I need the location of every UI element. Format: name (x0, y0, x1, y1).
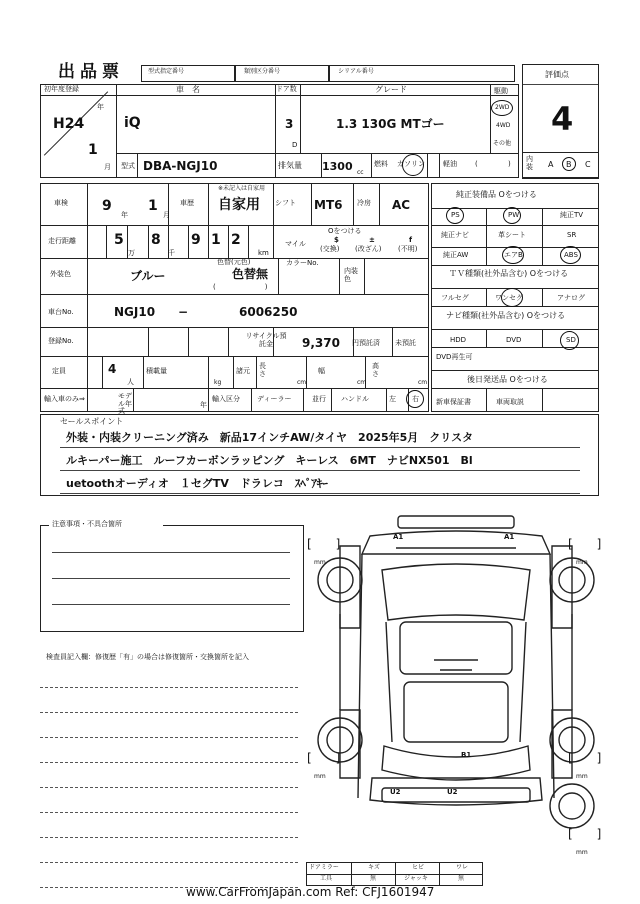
history-note: ※未記入は自家用 (218, 185, 266, 192)
interior-a: A (548, 160, 554, 169)
displacement-value: 1300 (322, 160, 353, 173)
meter-exchange-sym: $ (334, 236, 339, 244)
rating-label: 評価点 (545, 70, 569, 79)
legend-tools: 工具 (320, 875, 333, 882)
legend-scratch: キズ (368, 864, 380, 871)
equip-ps: PS (451, 211, 460, 219)
fuel-diesel: 軽油 (443, 160, 457, 168)
equip-tv: 純正TV (560, 211, 584, 219)
shift-label: シフト (275, 199, 296, 207)
equip-pw-circle (503, 207, 521, 224)
interior-circle (562, 157, 576, 171)
history-value: 自家用 (218, 197, 260, 213)
damage-u2-left: U2 (390, 788, 401, 796)
model-label: 型式 (121, 162, 135, 170)
reg-no-label: 登録No. (48, 337, 74, 345)
inspection-label: 車検 (54, 199, 68, 207)
damage-a1-left: A1 (393, 533, 404, 541)
tire-bracket-rr: [ ] (568, 751, 602, 765)
recycle-unit: 円預託済 (352, 339, 380, 347)
handle-right: 右 (412, 395, 419, 403)
shift-value: MT6 (314, 198, 343, 212)
fuel-label: 燃料 (374, 160, 388, 168)
handle-left: 左 (389, 395, 396, 403)
navi-title: ナビ種類(社外品含む) Oをつける (446, 311, 566, 320)
model-year-unit: 年 (200, 401, 207, 409)
km-unit: km (258, 249, 269, 257)
color-orig-label: 色替(元色) (217, 258, 251, 266)
mileage-digit-1: 5 (114, 232, 124, 248)
mileage-label: 走行距離 (48, 237, 76, 245)
color-paren: ( ) (213, 283, 268, 291)
interior-c: C (585, 160, 591, 169)
width-label: 幅 (318, 367, 325, 375)
tire-bracket-fl: [ ] (307, 537, 341, 551)
legend-broken: ワレ (456, 864, 469, 871)
tire-bracket-spare: [ ] (568, 827, 602, 841)
handle-label: ハンドル (341, 395, 369, 403)
dealer-option: ディーラー (257, 395, 292, 403)
legend-jack-val: 無 (458, 875, 465, 882)
tv-oneseg-circle (501, 288, 523, 307)
displacement-label: 排気量 (278, 161, 302, 170)
fuel-circle (402, 154, 424, 176)
tire-mm-fr: mm (576, 559, 588, 566)
meter-exchange: (交換) (320, 245, 340, 253)
meter-tamper: (改ざん) (355, 245, 382, 253)
meter-unknown-sym: f (409, 236, 413, 244)
footer-ref: www.CarFromJapan.com Ref: CFJ1601947 (186, 885, 435, 899)
doors-label: ドア数 (276, 85, 297, 93)
equip-airbag-circle (502, 246, 524, 264)
genuine-title: 純正装備品 Oをつける (456, 190, 537, 199)
damage-u2-right: U2 (447, 788, 458, 796)
damage-b1: B1 (461, 751, 472, 759)
sen-unit: 千 (168, 249, 175, 257)
height-label: 高さ (372, 362, 379, 378)
color-change: 色替無 (232, 267, 269, 281)
detail-table (40, 183, 429, 412)
width-cm: cm (357, 379, 367, 386)
recycle-value: 9,370 (302, 336, 340, 350)
doors-value: 3 (285, 117, 294, 131)
form-title: 出品票 (58, 62, 124, 82)
drive-label: 駆動 (494, 87, 508, 95)
interior-label: 内装 (526, 155, 533, 171)
chassis-dash: − (178, 305, 189, 319)
navi-dvd: DVD (506, 336, 522, 344)
first-reg-month: 1 (88, 142, 98, 158)
person-unit: 人 (127, 378, 134, 386)
sales-line-3: uetoothオーディオ １セグTV ドラレコ ｽﾍﾟｱｷｰ (66, 477, 328, 490)
equip-aw: 純正AW (443, 251, 469, 259)
import-label: 輸入車のみ⇒ (44, 395, 85, 403)
handle-circle (406, 390, 424, 408)
after-title: 後日発送品 Oをつける (467, 375, 548, 384)
class-no-label: 類別区分番号 (244, 68, 281, 75)
legend-crack: ヒビ (412, 864, 425, 871)
man-unit: 万 (128, 249, 135, 257)
fuel-other: ( (475, 160, 478, 168)
navi-sd-circle (560, 331, 579, 350)
mileage-digit-5: 2 (231, 232, 241, 248)
chassis-label: 車台No. (48, 308, 74, 316)
ext-color-label: 外装色 (50, 270, 71, 278)
fuel-gasoline: ガソリン (397, 160, 425, 168)
chassis-no: 6006250 (239, 305, 298, 319)
type-cert-box (141, 65, 235, 82)
meter-unknown: (不明) (398, 245, 418, 253)
year-unit: 年 (97, 103, 104, 111)
first-reg-year: H24 (53, 116, 85, 132)
mileage-digit-2: 8 (151, 232, 161, 248)
door-unit: D (292, 141, 298, 149)
fuel-other-close: ) (508, 160, 511, 168)
equip-leather: 革シート (498, 231, 526, 239)
color-value: ブルー (130, 269, 166, 283)
model-value: DBA-NGJ10 (143, 159, 218, 173)
int-color-label: 内装色 (344, 267, 358, 283)
after-warranty: 新車保証書 (436, 398, 471, 406)
dvd-play: DVD再生可 (436, 353, 473, 361)
carname-value: iQ (124, 115, 141, 131)
dims-label: 諸元 (236, 367, 250, 375)
len-cm: cm (297, 379, 307, 386)
caution-label: 注意事項・不具合箇所 (52, 520, 122, 528)
color-no-label: カラーNo. (286, 259, 319, 267)
damage-a1-right: A1 (504, 533, 515, 541)
load-kg: kg (214, 379, 222, 386)
tire-bracket-fr: [ ] (568, 537, 602, 551)
equip-abs: ABS (564, 251, 578, 259)
legend-tools-val: 無 (370, 875, 377, 882)
import-type-label: 輸入区分 (212, 395, 240, 403)
sales-line-2: ルキーパー施工 ルーフカーボンラッピング キーレス 6MT ナビNX501 Bl (66, 454, 473, 467)
capacity-value: 4 (108, 362, 117, 376)
type-cert-label: 型式指定番号 (148, 68, 185, 75)
equip-navi: 純正ナビ (441, 231, 469, 239)
equip-airbag: エアB (504, 251, 523, 259)
chassis-model: NGJ10 (114, 305, 156, 319)
serial-label: シリアル番号 (338, 68, 374, 75)
grade-value: 1.3 130G MTゴー (336, 117, 445, 131)
ac-label: 冷房 (357, 199, 371, 207)
equip-ps-circle (446, 207, 464, 224)
tire-mm-spare: mm (576, 849, 588, 856)
serial-box (329, 65, 515, 82)
meter-tamper-sym: ± (369, 236, 375, 244)
after-manual: 車両取説 (496, 398, 524, 406)
tv-title: ＴＶ種類(社外品含む) Oをつける (449, 269, 569, 278)
model-year-label: モデル年式 (118, 392, 132, 416)
navi-sd: SD (566, 336, 576, 344)
cc-unit: cc (357, 169, 364, 176)
car-diagram (300, 510, 610, 860)
circle-note: Oをつける (328, 227, 362, 235)
tire-mm-rr: mm (576, 773, 588, 780)
tire-bracket-rl: [ ] (307, 751, 341, 765)
tv-analog: アナログ (557, 294, 585, 302)
drive-other: その他 (493, 140, 512, 147)
drive-2wd: 2WD (495, 104, 510, 111)
class-no-box (235, 65, 329, 82)
parallel-option: 並行 (312, 395, 326, 403)
equip-abs-circle (560, 246, 581, 264)
unpaid-label: 未預託 (395, 339, 416, 347)
legend-jack: ジャッキ (404, 875, 428, 882)
inspection-year: 9 (102, 198, 112, 214)
inspection-year-unit: 年 (121, 211, 128, 219)
height-cm: cm (418, 379, 428, 386)
legend-mirror: ドアミラー (309, 864, 339, 871)
drive-4wd: 4WD (496, 122, 511, 129)
inspection-month-unit: 月 (163, 211, 170, 219)
tire-mm-fl: mm (314, 559, 326, 566)
load-label: 積載量 (146, 367, 167, 375)
grade-label: グレード (375, 85, 407, 94)
mileage-digit-4: 1 (211, 232, 221, 248)
tv-fullseg: フルセグ (441, 294, 469, 302)
month-unit: 月 (104, 163, 111, 171)
tv-oneseg: ワンセグ (495, 294, 523, 302)
first-reg-label: 初年度登録 (44, 85, 79, 93)
mile-label: マイル (285, 240, 306, 248)
equip-pw: PW (508, 211, 520, 219)
rating-value: 4 (551, 100, 574, 138)
sales-line-1: 外装・内装クリーニング済み 新品17インチAW/タイヤ 2025年5月 クリスタ (66, 431, 474, 444)
tire-mm-rl: mm (314, 773, 326, 780)
capacity-label: 定員 (52, 367, 66, 375)
drive-circle (491, 100, 513, 116)
recycle-label: リサイクル預託金 (245, 332, 287, 348)
equip-sr: SR (567, 231, 577, 239)
history-label: 車歴 (180, 199, 194, 207)
interior-b: B (566, 160, 572, 169)
inspection-month: 1 (148, 198, 158, 214)
carname-label: 車 名 (176, 85, 200, 94)
inspector-label: 検査員記入欄：修復歴「有」の場合は修復箇所・交換箇所を記入 (46, 653, 249, 661)
ac-value: AC (392, 198, 411, 212)
len-label: 長さ (259, 362, 266, 378)
sales-points-label: セールスポイント (60, 417, 124, 426)
navi-hdd: HDD (450, 336, 467, 344)
mileage-digit-3: 9 (191, 232, 201, 248)
